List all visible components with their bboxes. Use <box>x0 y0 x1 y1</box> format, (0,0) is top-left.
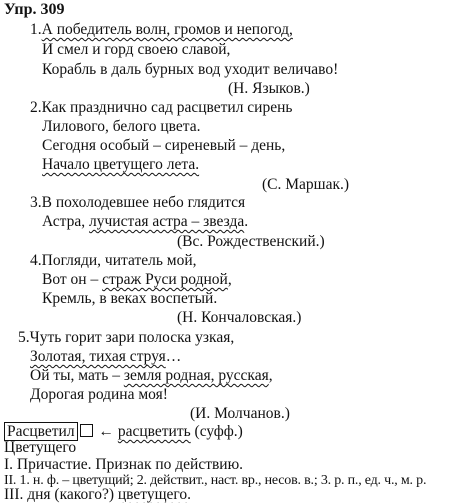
poem-5-line-3 <box>30 367 273 385</box>
poem-4-line-1 <box>30 252 197 270</box>
arrow-left-icon: ← <box>98 423 114 440</box>
analysis-line-1: I. Причастие. Признак по действию. <box>4 456 244 473</box>
poem-number: 3. <box>30 194 42 211</box>
poem-4-line-2 <box>42 271 232 289</box>
poem-number: 1. <box>30 21 42 38</box>
line-punct: , <box>268 367 273 384</box>
line-punct: . <box>187 486 192 503</box>
ending-box-icon <box>80 424 93 437</box>
poem-3-line-1 <box>30 194 245 212</box>
analysis-line-2-visible: II. 1. н. ф. – цветущий; 2. действит., наст. вр., несов. в.; 3. р. п., ед. ч., м. р. <box>4 473 427 488</box>
poem-2-line-4: Начало цветущего лета. <box>42 156 200 173</box>
underlined-phrase: лучистая астра – звезда <box>89 213 245 230</box>
poem-number: 4. <box>30 252 42 269</box>
poem-line-text: В похолодевшее небо глядится <box>41 194 246 211</box>
poem-1-line-1 <box>30 21 293 39</box>
underlined-phrase: страж Руси родной <box>102 271 228 288</box>
poem-4-line-3: Кремль, в веках воспетый. <box>42 290 218 307</box>
poem-1-line-2: И смел и горд своею славой, <box>42 41 231 58</box>
line-text: Астра, <box>42 213 90 230</box>
poem-number: 2. <box>30 99 42 116</box>
poem-3-author: (Вс. Рождественский.) <box>177 233 325 250</box>
poem-line-text: Чуть горит зари полоска узкая, <box>29 329 235 346</box>
poem-2-line-2: Лилового, белого цвета. <box>42 118 201 135</box>
underlined-phrase: Золотая, тихая струя <box>30 348 166 365</box>
exercise-title: Упр. 309 <box>4 1 65 18</box>
poem-4-author: (Н. Кончаловская.) <box>177 309 302 326</box>
poem-3-line-2 <box>42 213 248 231</box>
line-punct: . <box>244 213 249 230</box>
analysis-line-3-text: III. дня (какого?) <box>4 486 118 503</box>
underlined-phrase: земля родная, русская <box>123 367 269 384</box>
poem-line-text: А победитель волн, громов и непогод, <box>41 21 293 38</box>
line-punct: … <box>165 348 182 365</box>
poem-5-line-1 <box>18 329 234 347</box>
poem-2-line-3: Сегодня особый – сиреневый – день, <box>42 137 286 154</box>
poem-5-author: (И. Молчанов.) <box>190 405 290 422</box>
parsed-word: Цветущего <box>4 439 77 456</box>
analyzed-word: Расцветил <box>4 422 78 441</box>
line-text: Ой ты, мать – <box>30 367 124 384</box>
underlined-word: цветущего <box>117 486 188 503</box>
poem-5-line-4: Дорогая родина моя! <box>30 386 168 403</box>
poem-1-author: (Н. Языков.) <box>228 80 310 97</box>
method-label: (суфф.) <box>194 423 243 440</box>
poem-5-line-2 <box>30 348 181 366</box>
poem-1-line-3: Корабль в даль бурных вод уходит величаво! <box>42 61 339 78</box>
poem-2-line-1 <box>30 99 292 117</box>
line-text: Вот он – <box>42 271 103 288</box>
poem-line-text: Погляди, читатель мой, <box>41 252 197 269</box>
poem-line-text: Как празднично сад расцветил сирень <box>41 99 293 116</box>
poem-2-author: (С. Маршак.) <box>262 176 350 193</box>
poem-number: 5. <box>18 329 30 346</box>
line-punct: , <box>227 271 232 288</box>
source-word: расцветить <box>117 423 191 440</box>
